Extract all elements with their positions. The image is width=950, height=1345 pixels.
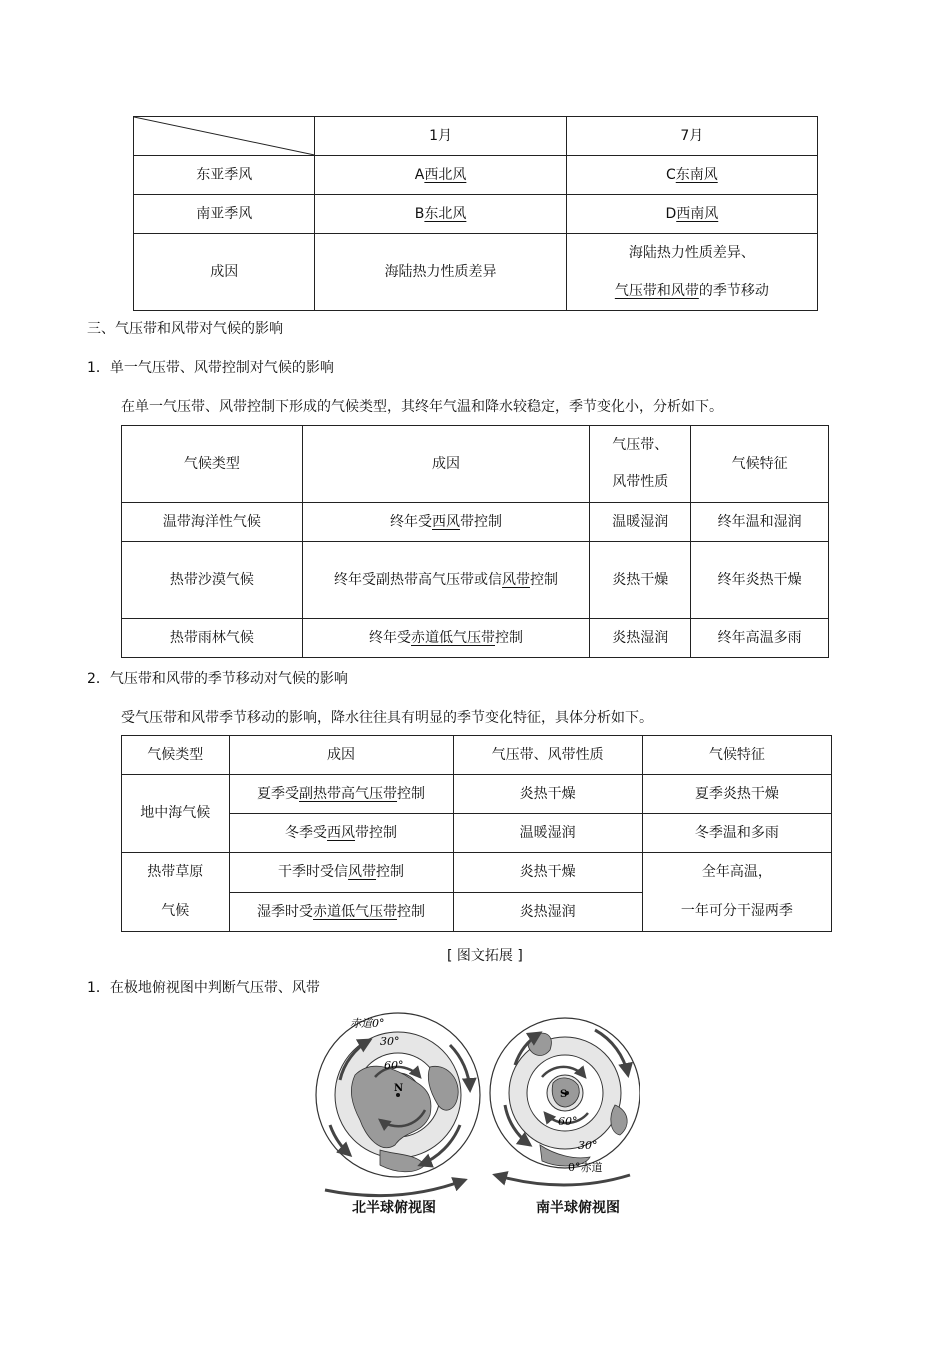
north-hemisphere-view [316, 1013, 480, 1196]
table-row [134, 156, 818, 195]
cell: 温暖湿润 [590, 503, 691, 542]
table-row [122, 542, 829, 619]
table-row [122, 503, 829, 542]
cell: C东南风 [566, 156, 817, 195]
cell: 海陆热力性质差异、 气压带和风带的季节移动 [566, 234, 817, 311]
equator-label: 赤道0° [350, 1017, 385, 1030]
table-row [122, 775, 832, 814]
single-belt-climate-table [121, 425, 829, 658]
table-row [122, 853, 832, 893]
cell: A西北风 [315, 156, 566, 195]
section-heading: 三、气压带和风带对气候的影响 [87, 321, 283, 337]
cell: 海陆热力性质差异 [315, 234, 566, 311]
row-label: 南亚季风 [134, 195, 315, 234]
subsection-heading: 1．在极地俯视图中判断气压带、风带 [87, 980, 320, 996]
row-label: 成因 [134, 234, 315, 311]
cell: 炎热湿润 [590, 619, 691, 658]
cell: 冬季温和多雨 [642, 814, 831, 853]
cell: 湿季时受赤道低气压带控制 [229, 892, 453, 932]
south-pole-label: S [560, 1089, 568, 1100]
table-row [134, 234, 818, 311]
cell: 终年受西风带控制 [302, 503, 590, 542]
col-header-jan: 1月 [315, 117, 566, 156]
north-pole-label: N [394, 1083, 404, 1094]
cell: 温带海洋性气候 [122, 503, 303, 542]
cell: 全年高温， 一年可分干湿两季 [642, 853, 831, 932]
monsoon-table [133, 116, 818, 311]
cell: D西南风 [566, 195, 817, 234]
cell: 终年受副热带高气压带或信风带控制 [302, 542, 590, 619]
cell: 热带沙漠气候 [122, 542, 303, 619]
equator-label: 0°赤道 [568, 1161, 603, 1174]
seasonal-belt-climate-table [121, 735, 832, 932]
lat-30-label: 30° [380, 1035, 400, 1048]
cell: 夏季受副热带高气压带控制 [229, 775, 453, 814]
col-header: 成因 [229, 736, 453, 775]
polar-view-figure [310, 1005, 640, 1225]
col-header: 气候类型 [122, 426, 303, 503]
row-label: 东亚季风 [134, 156, 315, 195]
diagonal-header-cell [134, 117, 315, 156]
cell: 热带草原 气候 [122, 853, 230, 932]
paragraph: 受气压带和风带季节移动的影响，降水往往具有明显的季节变化特征，具体分析如下。 [121, 710, 653, 726]
cell: 终年受赤道低气压带控制 [302, 619, 590, 658]
cell: 热带雨林气候 [122, 619, 303, 658]
col-header-jul: 7月 [566, 117, 817, 156]
north-caption: 北半球俯视图 [352, 1200, 436, 1216]
cell: 温暖湿润 [453, 814, 642, 853]
cell: 地中海气候 [122, 775, 230, 853]
cell: 终年炎热干燥 [691, 542, 829, 619]
lat-60-label: 60° [558, 1115, 578, 1128]
lat-30-label: 30° [578, 1139, 598, 1152]
cell: 冬季受西风带控制 [229, 814, 453, 853]
cell: B东北风 [315, 195, 566, 234]
paragraph: 在单一气压带、风带控制下形成的气候类型，其终年气温和降水较稳定，季节变化小，分析如下。 [121, 399, 723, 415]
cell: 干季时受信风带控制 [229, 853, 453, 893]
table-row [134, 195, 818, 234]
col-header: 气压带、 风带性质 [590, 426, 691, 503]
cell: 夏季炎热干燥 [642, 775, 831, 814]
col-header: 气候类型 [122, 736, 230, 775]
cell: 炎热干燥 [453, 853, 642, 893]
col-header: 成因 [302, 426, 590, 503]
polar-views-svg [310, 1005, 640, 1225]
subsection-heading: 1．单一气压带、风带控制对气候的影响 [87, 360, 334, 376]
table-row [122, 619, 829, 658]
cell: 炎热干燥 [453, 775, 642, 814]
extension-heading: [ 图文拓展 ] [447, 948, 523, 964]
col-header: 气候特征 [642, 736, 831, 775]
lat-60-label: 60° [384, 1059, 404, 1072]
cell: 炎热湿润 [453, 892, 642, 932]
cell: 炎热干燥 [590, 542, 691, 619]
south-caption: 南半球俯视图 [536, 1200, 620, 1216]
cell: 终年高温多雨 [691, 619, 829, 658]
cell: 终年温和湿润 [691, 503, 829, 542]
subsection-heading: 2．气压带和风带的季节移动对气候的影响 [87, 671, 348, 687]
col-header: 气候特征 [691, 426, 829, 503]
col-header: 气压带、风带性质 [453, 736, 642, 775]
south-hemisphere-view [490, 1018, 640, 1185]
